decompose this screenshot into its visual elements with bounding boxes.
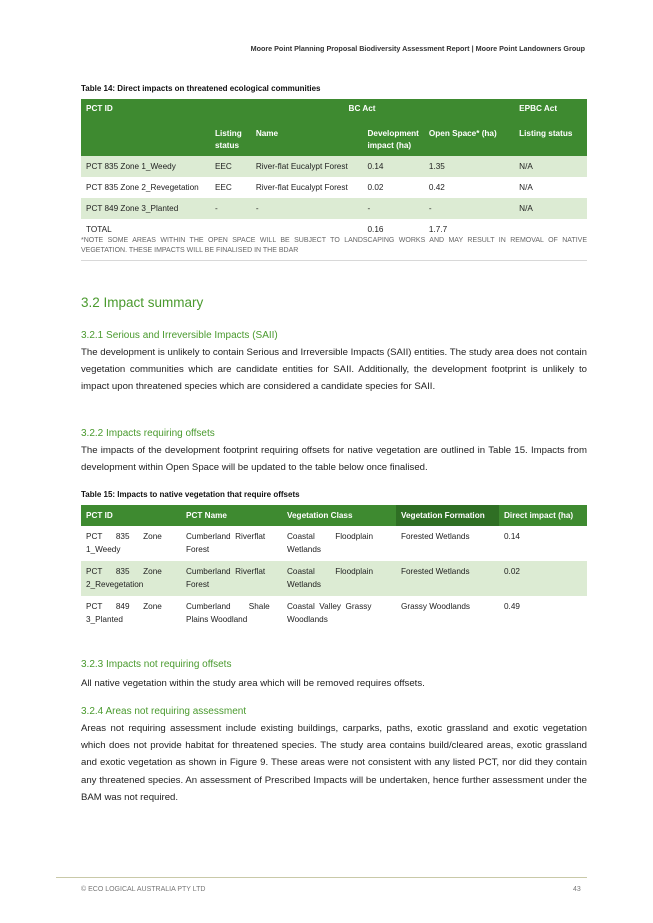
section-heading-3-2-2: 3.2.2 Impacts requiring offsets bbox=[81, 428, 215, 439]
cell-line: Woodlands bbox=[287, 615, 328, 624]
cell-name: River-flat Eucalypt Forest bbox=[255, 161, 348, 171]
table-row bbox=[81, 596, 587, 631]
table15-header-veg-class: Vegetation Class bbox=[287, 511, 353, 520]
cell-pct-id bbox=[81, 596, 181, 631]
table14-group-header-row bbox=[81, 99, 587, 124]
table14-header-epbc-act: EPBC Act bbox=[519, 104, 558, 113]
cell-direct-impact: 0.49 bbox=[504, 602, 520, 611]
cell-total-open-space: 1.7.7 bbox=[428, 225, 448, 234]
cell-line: Cumberland Riverflat bbox=[186, 532, 266, 541]
cell-epbc: N/A bbox=[519, 182, 533, 192]
cell-total-label: TOTAL bbox=[86, 225, 112, 234]
cell-veg-formation: Forested Wetlands bbox=[401, 532, 470, 541]
table-row bbox=[81, 198, 587, 219]
cell-listing: EEC bbox=[214, 161, 232, 171]
table14-header-pct-id: PCT ID bbox=[86, 104, 113, 113]
table15-caption: Table 15: Impacts to native vegetation that require offsets bbox=[81, 490, 300, 499]
table15-impacts-requiring-offsets bbox=[81, 505, 587, 631]
cell-line: 3_Planted bbox=[86, 615, 123, 624]
cell-name: River-flat Eucalypt Forest bbox=[255, 182, 348, 192]
cell-line: Plains Woodland bbox=[186, 615, 248, 624]
cell-line: PCT 835 Zone bbox=[86, 532, 162, 541]
table14-note: *NOTE SOME AREAS WITHIN THE OPEN SPACE WILL BE SUBJECT TO LANDSCAPING WORKS AND MAY RESULT IN REMOVAL OF NATIVE VEGETATION. THESE IMPACTS WILL BE FINALISED IN THE BDAR bbox=[81, 236, 587, 261]
table-row bbox=[81, 177, 587, 198]
cell-empty bbox=[251, 219, 363, 237]
table-row bbox=[81, 561, 587, 596]
cell-name: - bbox=[255, 203, 259, 213]
cell-direct-impact: 0.02 bbox=[504, 567, 520, 576]
cell-open-space: 0.42 bbox=[428, 182, 445, 192]
cell-line: Coastal Floodplain bbox=[287, 532, 374, 541]
cell-pct-id bbox=[81, 561, 181, 596]
page-number: 43 bbox=[573, 886, 581, 893]
section-3-2-2-body: The impacts of the development footprint requiring offsets for native vegetation are outlined in Table 15. Impacts from development within Open Space will be updated to the table below once finalised. bbox=[81, 445, 587, 474]
table14-header-bc-act: BC Act bbox=[348, 104, 376, 113]
table14-direct-impacts-tec bbox=[81, 99, 587, 237]
cell-listing: EEC bbox=[214, 182, 232, 192]
cell-open-space: - bbox=[428, 203, 432, 213]
cell-development: 0.14 bbox=[367, 161, 384, 171]
cell-direct-impact: 0.14 bbox=[504, 532, 520, 541]
cell-pct-id: PCT 835 Zone 1_Weedy bbox=[86, 161, 176, 171]
cell-line: 1_Weedy bbox=[86, 545, 121, 554]
table14-header-name: Name bbox=[255, 129, 279, 138]
table15-header-row bbox=[81, 505, 587, 526]
section-heading-3-2-1: 3.2.1 Serious and Irreversible Impacts (SAII) bbox=[81, 330, 278, 341]
cell-veg-class bbox=[282, 596, 396, 631]
cell-pct-name bbox=[181, 561, 282, 596]
section-3-2-1-body: The development is unlikely to contain Serious and Irreversible Impacts (SAII) entities. The study area does not contain vegetation communities which are candidate entities for SAII. Additionally, the development footprint is unlikely to impact upon threatened species which are considered a candidate species for SAII. bbox=[81, 347, 587, 393]
table14-caption: Table 14: Direct impacts on threatened ecological communities bbox=[81, 84, 321, 93]
section-heading-3-2-3: 3.2.3 Impacts not requiring offsets bbox=[81, 659, 232, 670]
footer-divider bbox=[56, 877, 587, 878]
table-row bbox=[81, 526, 587, 561]
cell-pct-name bbox=[181, 526, 282, 561]
table-row bbox=[81, 156, 587, 177]
running-header: Moore Point Planning Proposal Biodiversity Assessment Report | Moore Point Landowners Group bbox=[250, 44, 585, 53]
section-heading-3-2-4: 3.2.4 Areas not requiring assessment bbox=[81, 706, 247, 717]
table14-sub-header-row bbox=[81, 124, 587, 156]
cell-line: PCT 849 Zone bbox=[86, 602, 162, 611]
cell-line: Wetlands bbox=[287, 545, 321, 554]
section-heading-3-2: 3.2 Impact summary bbox=[81, 295, 204, 310]
table14-header-epbc-listing-status: Listing status bbox=[519, 129, 573, 138]
table15-header-pct-name: PCT Name bbox=[186, 511, 227, 520]
table14-total-row bbox=[81, 219, 587, 237]
table14-header-open-space: Open Space* (ha) bbox=[428, 129, 497, 138]
section-3-2-3-body: All native vegetation within the study area which will be removed requires offsets. bbox=[81, 678, 425, 689]
cell-line: Forest bbox=[186, 545, 210, 554]
cell-epbc: N/A bbox=[519, 203, 533, 213]
cell-line: Cumberland Shale bbox=[186, 602, 270, 611]
cell-pct-name bbox=[181, 596, 282, 631]
cell-line: Wetlands bbox=[287, 580, 321, 589]
footer-copyright: © ECO LOGICAL AUSTRALIA PTY LTD bbox=[81, 886, 206, 893]
section-3-2-4-body: Areas not requiring assessment include existing buildings, carparks, paths, exotic grassland and exotic vegetation which does not provide habitat for threatened species. The study area contains build/cleared areas, exotic grassland and exotic vegetation as shown in Figure 9. These areas were not consistent with any listed PCT, nor did they contain any threatened species. An assessment of Prescribed Impacts will be undertaken, hence further assessment under the BAM was not required. bbox=[81, 723, 587, 803]
table14-header-development-impact: Development impact (ha) bbox=[367, 129, 419, 150]
table15-header-veg-formation: Vegetation Formation bbox=[396, 505, 499, 526]
table14-header-listing-status: Listing status bbox=[214, 129, 242, 150]
cell-empty bbox=[210, 219, 251, 237]
cell-listing: - bbox=[214, 203, 218, 213]
table15-header-pct-id: PCT ID bbox=[86, 511, 113, 520]
cell-line: Forest bbox=[186, 580, 210, 589]
cell-line: PCT 835 Zone bbox=[86, 567, 162, 576]
cell-pct-id: PCT 835 Zone 2_Revegetation bbox=[86, 182, 199, 192]
cell-veg-class bbox=[282, 526, 396, 561]
cell-development: - bbox=[367, 203, 371, 213]
cell-open-space: 1.35 bbox=[428, 161, 445, 171]
cell-veg-formation: Grassy Woodlands bbox=[401, 602, 471, 611]
cell-empty bbox=[514, 219, 587, 237]
cell-epbc: N/A bbox=[519, 161, 533, 171]
cell-line: Cumberland Riverflat bbox=[186, 567, 266, 576]
cell-total-development: 0.16 bbox=[367, 225, 384, 234]
cell-line: 2_Revegetation bbox=[86, 580, 144, 589]
table15-header-direct-impact: Direct impact (ha) bbox=[504, 511, 574, 520]
cell-development: 0.02 bbox=[367, 182, 384, 192]
table14-header-blank bbox=[81, 124, 210, 156]
cell-line: Coastal Floodplain bbox=[287, 567, 374, 576]
cell-pct-id: PCT 849 Zone 3_Planted bbox=[86, 203, 179, 213]
cell-line: Coastal Valley Grassy bbox=[287, 602, 372, 611]
cell-veg-class bbox=[282, 561, 396, 596]
cell-pct-id bbox=[81, 526, 181, 561]
cell-veg-formation: Forested Wetlands bbox=[401, 567, 470, 576]
